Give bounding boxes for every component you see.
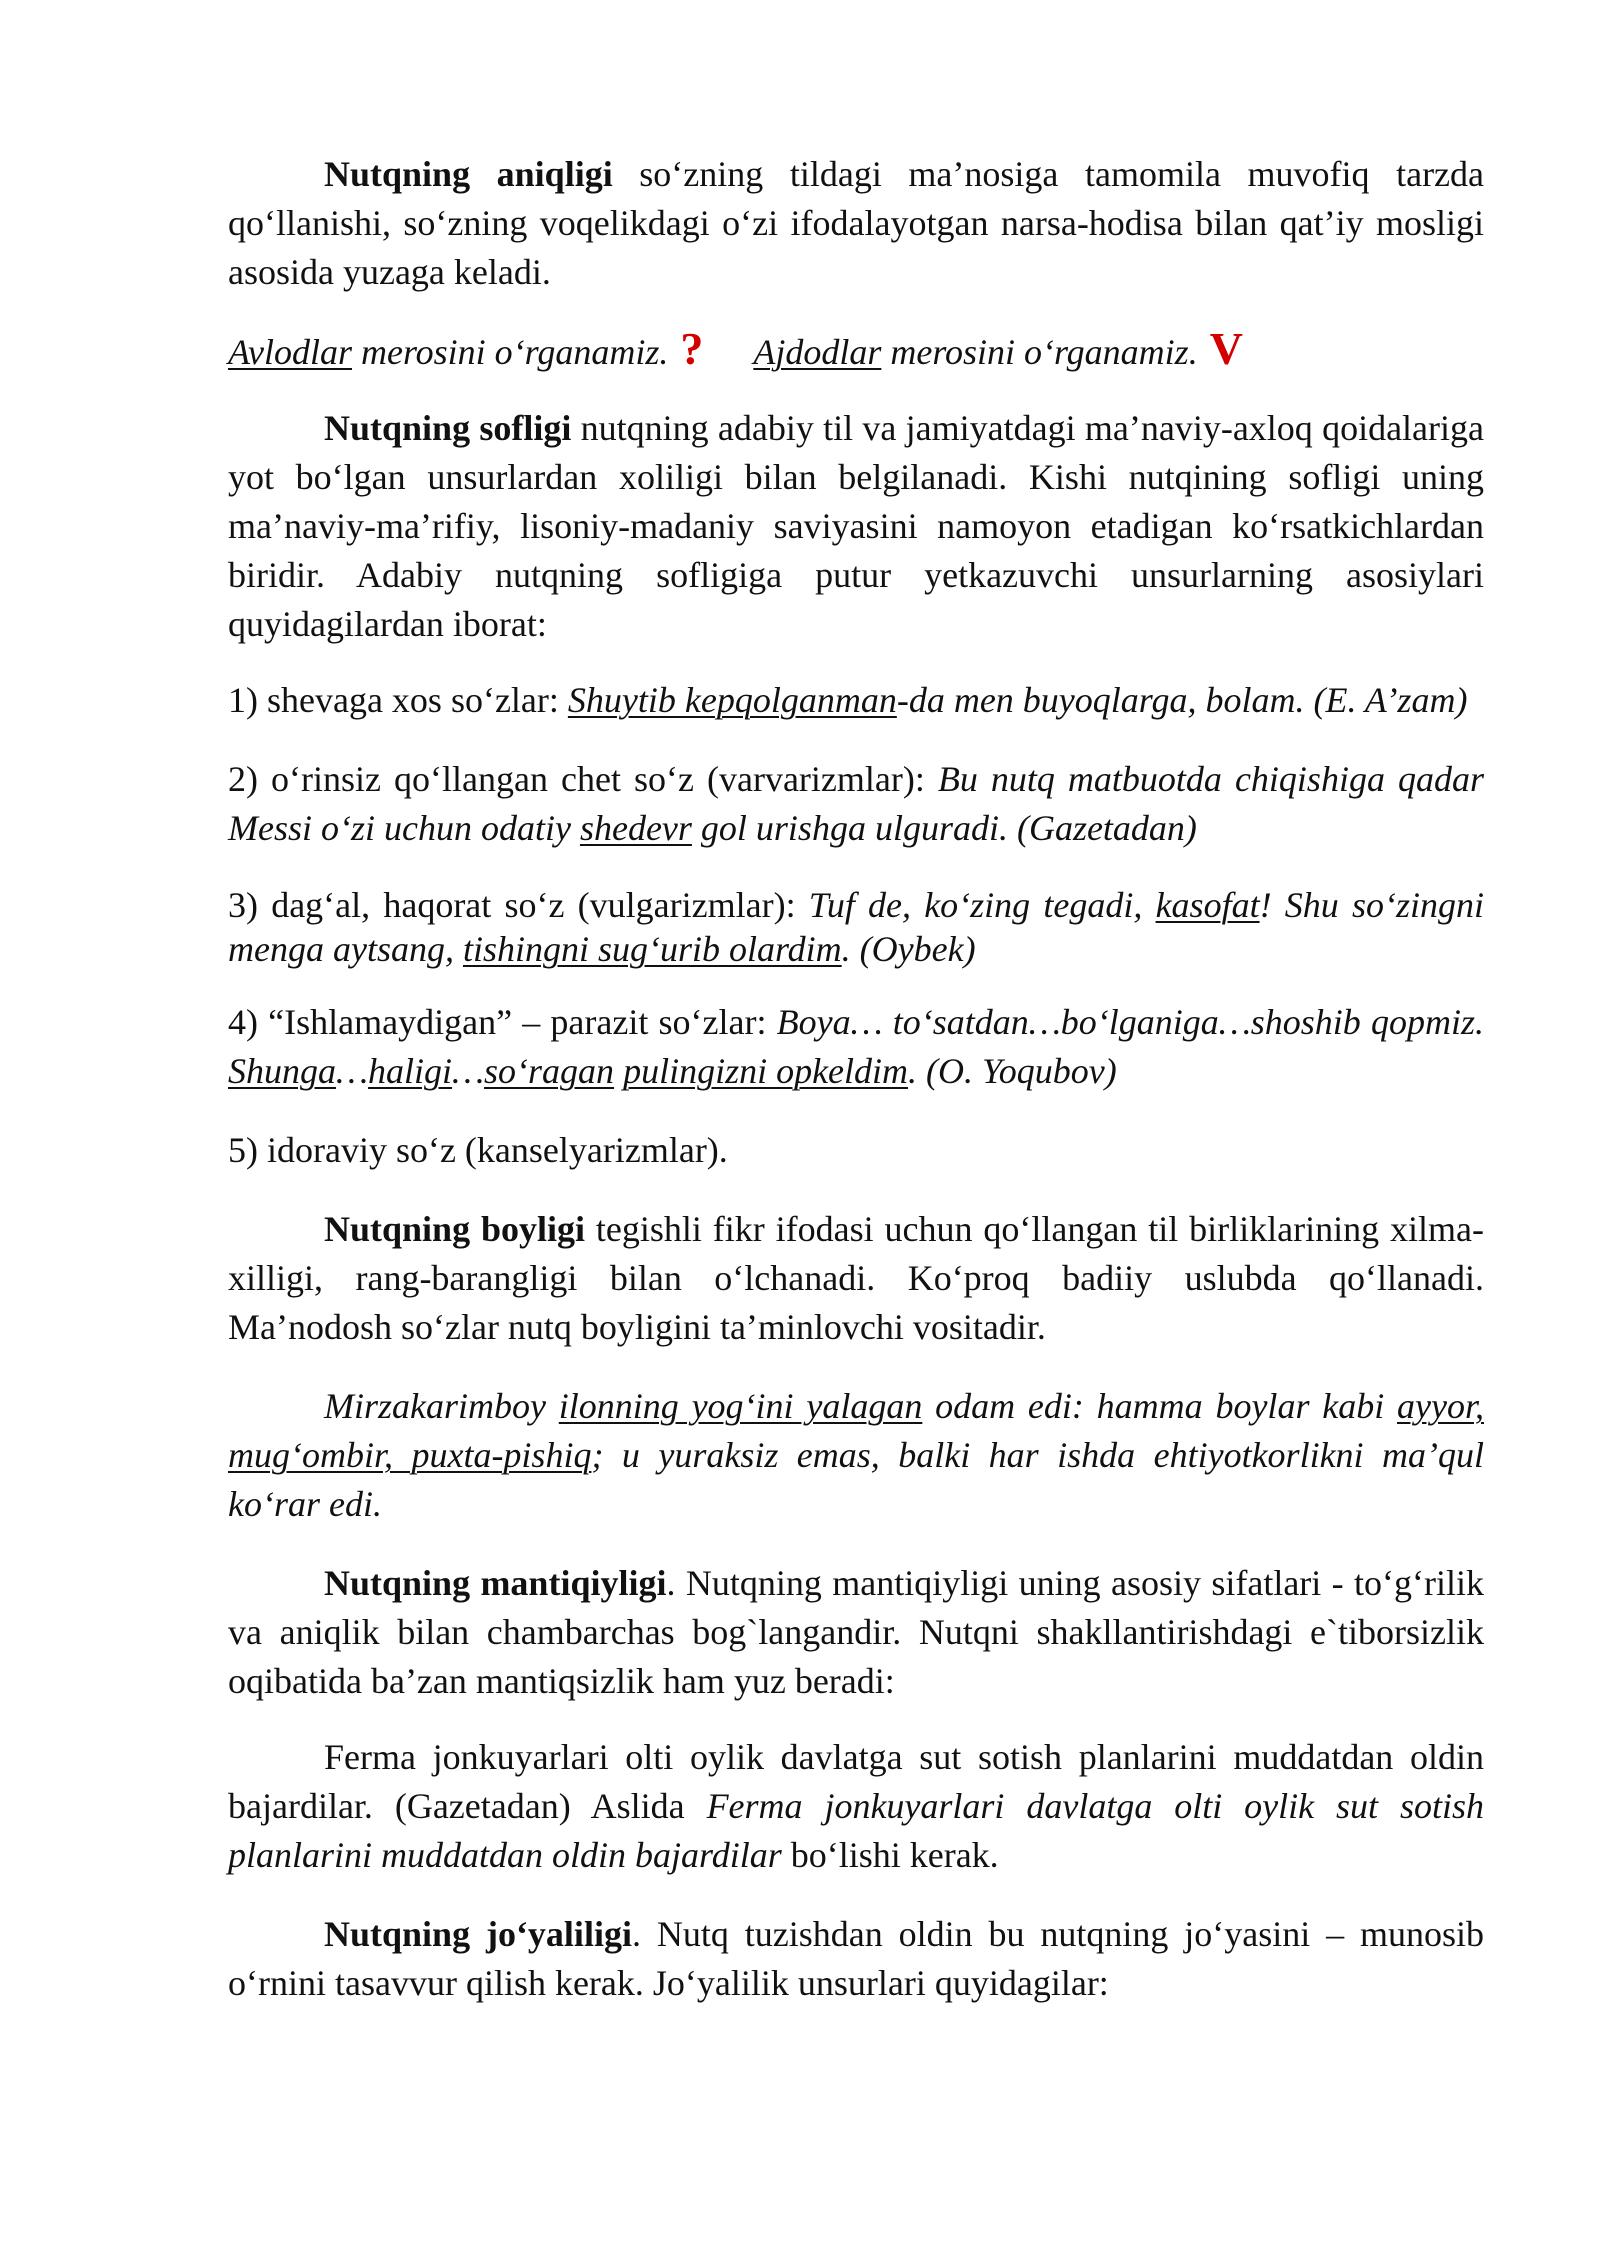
example-text: gol urishga ulguradi. (Gazetadan) — [691, 808, 1197, 848]
list-item-1 — [228, 676, 1484, 725]
list-lead: 4) “Ishlamaydigan” – parazit so‘zlar: — [228, 1002, 777, 1042]
underlined-word: Shunga — [228, 1051, 336, 1091]
term-boylik: Nutqning boyligi — [324, 1209, 585, 1249]
list-item-5 — [228, 1126, 1484, 1175]
example-text: Ferma jonkuyarlari olti oylik davlatga sut sotish planlarini muddatdan oldin bajardilar. (Gazetadan) Aslida — [228, 1737, 1484, 1826]
underlined-word: so‘ragan — [484, 1051, 615, 1091]
paragraph-text: nutqning adabiy til va jamiyatdagi ma’naviy-axloq qoidalariga yot bo‘lgan unsurlardan xoliligi bilan belgilanadi. Kishi nutqining sofligi uning ma’naviy-ma’rifiy, lisoniy-madaniy saviyasini namoyon etadigan ko‘rsatkichlardan biridir. Adabiy nutqning sofligiga putur yetkazuvchi unsurlarning asosiylari quyidagilardan iborat: — [228, 408, 1484, 644]
underlined-word: haligi — [368, 1051, 453, 1091]
paragraph-text: . Nutqning mantiqiyligi uning asosiy sifatlari - to‘g‘rilik va aniqlik bilan chambarchas bog`langandir. Nutqni shakllantirishdagi e`tiborsizlik oqibatida ba’zan mantiqsizlik ham yuz beradi: — [228, 1563, 1484, 1701]
example-italic: Ferma jonkuyarlari davlatga olti oylik sut sotish planlarini muddatdan oldin bajardilar — [228, 1786, 1484, 1875]
underlined-phrase: ilonning yog‘ini yalagan — [558, 1386, 923, 1426]
list-example — [568, 680, 1468, 720]
example-text — [614, 1051, 623, 1091]
term-joyalilik: Nutqning jo‘yaliligi — [324, 1914, 632, 1954]
example-text: Mirzakarimboy — [324, 1386, 559, 1426]
example-text: odam edi: hamma boylar kabi — [922, 1386, 1398, 1426]
right-example — [753, 328, 1197, 377]
example-text: . (O. Yoqubov) — [908, 1051, 1117, 1091]
paragraph-mantiqiylik — [228, 1559, 1484, 1706]
list-lead: 1) shevaga xos so‘zlar: — [228, 680, 568, 720]
wrong-word: Avlodlar — [228, 332, 352, 372]
list-lead: 5) idoraviy so‘z (kanselyarizmlar). — [228, 1130, 728, 1170]
example-text: bo‘lishi kerak. — [781, 1835, 999, 1875]
underlined-phrase: ayyor, mug‘ombir, puxta-pishiq — [228, 1386, 1484, 1475]
example-text: Boya… to‘satdan…bo‘lganiga…shoshib qopmiz. — [776, 1002, 1484, 1042]
example-text: Tuf de, ko‘zing tegadi, — [808, 885, 1156, 925]
example-pair — [228, 324, 1484, 377]
example-mantiqiylik — [228, 1733, 1484, 1880]
term-soflik: Nutqning sofligi — [324, 408, 572, 448]
term-aniqlik: Nutqning aniqligi — [324, 154, 613, 194]
paragraph-text: . Nutq tuzishdan oldin bu nutqning jo‘yasini – munosib o‘rnini tasavvur qilish kerak. Jo‘yalilik unsurlari quyidagilar: — [228, 1914, 1484, 2003]
paragraph-text: so‘zning tildagi ma’nosiga tamomila muvofiq tarzda qo‘llanishi, so‘zning voqelikdagi o‘zi ifodalayotgan narsa-hodisa bilan qat’iy mosligi asosida yuzaga keladi. — [228, 154, 1485, 292]
list-item-4 — [228, 998, 1484, 1096]
underlined-word: kasofat — [1155, 885, 1260, 925]
underlined-word: shedevr — [579, 808, 692, 848]
list-lead: 2) o‘rinsiz qo‘llangan chet so‘z (varvarizmlar): — [228, 759, 938, 799]
example-text: ; u yuraksiz emas, balki har ishda ehtiyotkorlikni ma’qul ko‘rar edi. — [228, 1435, 1484, 1524]
example-boylik — [228, 1382, 1484, 1529]
underlined-word: tishingni sug‘urib olardim — [462, 929, 842, 969]
example-text: . (Oybek) — [841, 929, 976, 969]
example-text: Bu nutq matbuotda chiqishiga qadar Messi o‘zi uchun odatiy — [228, 759, 1484, 848]
check-mark-icon: V — [1209, 323, 1243, 374]
wrong-rest: merosini o‘rganamiz. — [352, 332, 669, 372]
right-word: Ajdodlar — [753, 332, 882, 372]
paragraph-text: tegishli fikr ifodasi uchun qo‘llangan til birliklarining xilma-xilligi, rang-barangligi bilan o‘lchanadi. Ko‘proq badiiy uslubda qo‘llanadi. Ma’nodosh so‘zlar nutq boyligini ta’minlovchi vositadir. — [228, 1209, 1484, 1347]
wrong-example — [228, 328, 668, 377]
paragraph-aniqlik — [228, 150, 1484, 297]
right-rest: merosini o‘rganamiz. — [881, 332, 1198, 372]
example-rest: -da men buyoqlarga, bolam. (E. A’zam) — [896, 680, 1468, 720]
example-italic — [228, 1386, 1484, 1524]
term-mantiqiylik: Nutqning mantiqiyligi — [324, 1563, 667, 1603]
underlined-word: Shuytib kepqolganman — [567, 680, 897, 720]
example-text: … — [452, 1051, 485, 1091]
paragraph-boylik — [228, 1205, 1484, 1352]
underlined-word: pulingizni opkeldim — [623, 1051, 909, 1091]
list-item-3 — [228, 883, 1484, 971]
example-text: … — [336, 1051, 369, 1091]
paragraph-soflik — [228, 404, 1484, 649]
example-text: ! Shu so‘zingni menga aytsang, — [228, 885, 1484, 969]
list-lead: 3) dag‘al, haqorat so‘z (vulgarizmlar): — [228, 885, 809, 925]
paragraph-joyalilik — [228, 1910, 1484, 2008]
list-item-2 — [228, 755, 1484, 853]
question-mark-icon: ? — [680, 323, 704, 374]
